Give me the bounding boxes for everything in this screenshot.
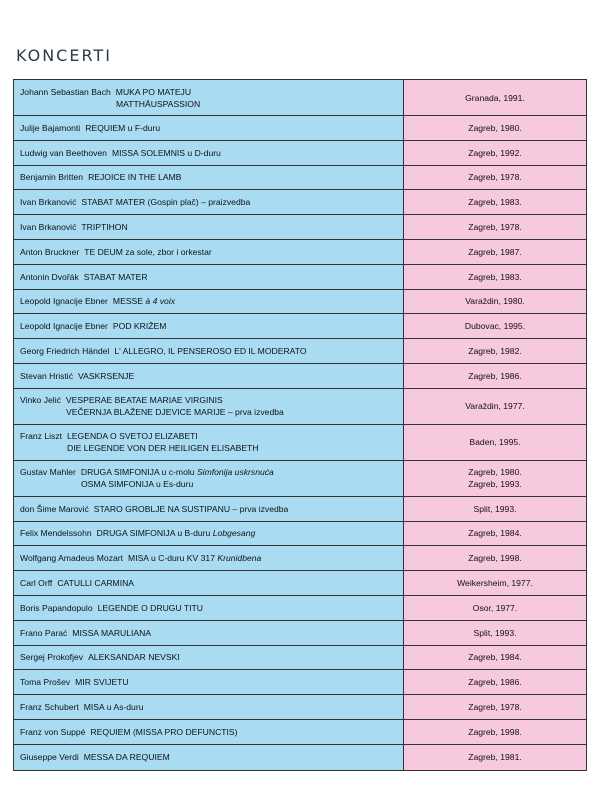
work-title: REQUIEM u F-duru [85,122,161,133]
work-title: MESSA DA REQUIEM [83,752,170,763]
place-year-cell [404,720,586,744]
place-year: Zagreb, 1983. [468,197,522,208]
page-title: KONCERTI [16,46,112,65]
table-row [14,695,586,720]
composer-name: Toma Prošev [20,677,71,688]
work-title: MUKA PO MATEJU [115,86,192,97]
place-year-cell [404,389,586,424]
work-title-line2: MATTHÄUSPASSION [116,98,201,109]
composer-name: Antonin Dvořák [20,271,79,282]
table-row [14,670,586,695]
composer-name: Gustav Mahler [20,467,76,478]
table-row [14,745,586,770]
work-title: MISSA MARULIANA [72,627,152,638]
table-row [14,596,586,621]
work-title: MISA u C-duru KV 317 [128,553,215,564]
work-title: DRUGA SIMFONIJA u c-molu [80,467,195,478]
place-year: Zagreb, 1987. [468,246,522,257]
place-year: Zagreb, 1978. [468,702,522,713]
place-year-cell [404,339,586,363]
place-year-cell [404,215,586,239]
composer-work-cell [14,80,404,115]
place-year-cell [404,116,586,140]
place-year-cell [404,571,586,595]
place-year: Zagreb, 1978. [468,172,522,183]
place-year-cell [404,364,586,388]
table-row [14,461,586,497]
composer-name: Boris Papandopulo [20,602,93,613]
work-title: REJOICE IN THE LAMB [88,172,182,183]
table-row [14,190,586,215]
composer-name: Vinko Jelić [20,395,61,406]
composer-work-cell [14,215,404,239]
composer-name: Ivan Brkanović [20,222,77,233]
work-title: STABAT MATER (Gospin plač) – praizvedba [81,197,251,208]
composer-work-cell [14,670,404,694]
composer-work-cell [14,240,404,264]
work-title: MESSE [112,296,144,307]
work-title-line2: OSMA SIMFONIJA u Es-duru [81,479,194,490]
composer-work-cell [14,745,404,770]
place-year: Zagreb, 1998. [468,553,522,564]
work-subtitle: Krunidbena [217,553,262,564]
work-title: LEGENDE O DRUGU TITU [97,602,203,613]
composer-work-cell [14,190,404,214]
place-year-cell [404,290,586,314]
composer-work-cell [14,621,404,645]
place-year: Weikersheim, 1977. [457,578,533,589]
composer-work-cell [14,290,404,314]
table-row [14,339,586,364]
place-year: Split, 1993. [473,503,517,514]
place-year-cell [404,265,586,289]
table-row [14,166,586,191]
work-title: STABAT MATER [83,271,148,282]
composer-work-cell [14,314,404,338]
place-year: Zagreb, 1986. [468,677,522,688]
place-year-cell [404,497,586,521]
place-year: Baden, 1995. [469,437,521,448]
place-year-cell [404,745,586,770]
composer-name: Benjamin Britten [20,172,84,183]
table-row [14,497,586,522]
place-year-cell [404,646,586,670]
composer-name: Leopold Ignacije Ebner [20,296,108,307]
place-year-cell [404,314,586,338]
place-year: Zagreb, 1980. [468,122,522,133]
place-year: Split, 1993. [473,627,517,638]
concert-table [13,79,587,771]
composer-name: Sergej Prokofjev [20,652,84,663]
composer-name: Frano Parać [20,627,68,638]
place-year-cell [404,621,586,645]
place-year-cell [404,240,586,264]
composer-name: Giuseppe Verdi [20,752,79,763]
composer-name: Franz von Suppé [20,726,86,737]
composer-work-cell [14,425,404,460]
composer-name: Felix Mendelssohn [20,528,92,539]
place-year-cell [404,522,586,546]
composer-name: Georg Friedrich Händel [20,346,110,357]
work-title: TE DEUM za sole, zbor i orkestar [84,246,212,257]
work-title: REQUIEM (MISSA PRO DEFUNCTIS) [90,726,238,737]
place-year: Zagreb, 1984. [468,528,522,539]
table-row [14,290,586,315]
work-title: ALEKSANDAR NEVSKI [88,652,180,663]
table-row [14,141,586,166]
work-title: CATULLI CARMINA [57,578,135,589]
work-title: MIR SVIJETU [75,677,129,688]
place-year-cell [404,190,586,214]
composer-work-cell [14,596,404,620]
work-title: MISA u As-duru [83,702,144,713]
place-year: Zagreb, 1984. [468,652,522,663]
table-row [14,116,586,141]
place-year: Zagreb, 1980. [468,467,522,478]
work-title: VASKRSENJE [78,370,135,381]
work-title: POD KRIŽEM [112,321,167,332]
composer-name: Franz Schubert [20,702,79,713]
place-year: Zagreb, 1982. [468,346,522,357]
composer-work-cell [14,389,404,424]
place-year: Granada, 1991. [465,92,525,103]
work-subtitle: à 4 voix [145,296,176,307]
table-row [14,621,586,646]
composer-work-cell [14,646,404,670]
composer-name: Anton Bruckner [20,246,80,257]
table-row [14,80,586,116]
place-year: Varaždin, 1977. [465,401,525,412]
place-year: Zagreb, 1983. [468,271,522,282]
composer-work-cell [14,571,404,595]
table-row [14,265,586,290]
composer-work-cell [14,720,404,744]
place-year-2: Zagreb, 1993. [468,479,522,490]
composer-name: Leopold Ignacije Ebner [20,321,108,332]
place-year: Varaždin, 1980. [465,296,525,307]
composer-work-cell [14,497,404,521]
composer-work-cell [14,522,404,546]
place-year: Zagreb, 1978. [468,222,522,233]
table-row [14,522,586,547]
table-row [14,546,586,571]
composer-name: Stevan Hristić [20,370,74,381]
place-year: Dubovac, 1995. [464,321,526,332]
table-row [14,425,586,461]
place-year-cell [404,141,586,165]
work-title: DRUGA SIMFONIJA u B-duru [96,528,211,539]
composer-name: Ivan Brkanović [20,197,77,208]
place-year: Osor, 1977. [472,602,518,613]
work-title: LEGENDA O SVETOJ ELIZABETI [67,431,198,442]
table-row [14,389,586,425]
place-year-cell [404,461,586,496]
place-year: Zagreb, 1998. [468,726,522,737]
place-year-cell [404,670,586,694]
work-subtitle: Lobgesang [212,528,256,539]
composer-work-cell [14,265,404,289]
place-year-cell [404,80,586,115]
composer-name: Julije Bajamonti [20,122,81,133]
work-title-line2: VEČERNJA BLAŽENE DJEVICE MARIJE – prva izvedba [66,407,284,418]
place-year-cell [404,546,586,570]
place-year: Zagreb, 1981. [468,752,522,763]
composer-name: don Šime Marović [20,503,89,514]
composer-name: Johann Sebastian Bach [20,86,111,97]
composer-name: Ludwig van Beethoven [20,147,107,158]
table-row [14,240,586,265]
composer-work-cell [14,141,404,165]
table-row [14,646,586,671]
table-row [14,571,586,596]
place-year-cell [404,425,586,460]
composer-work-cell [14,116,404,140]
work-title: L' ALLEGRO, IL PENSEROSO ED IL MODERATO [114,346,307,357]
composer-work-cell [14,339,404,363]
composer-work-cell [14,364,404,388]
composer-work-cell [14,546,404,570]
composer-name: Franz Liszt [20,431,63,442]
work-subtitle: Simfonija uskrsnuća [196,467,274,478]
place-year-cell [404,596,586,620]
composer-name: Carl Orff [20,578,53,589]
work-title: TRIPTIHON [81,222,128,233]
work-title: MISSA SOLEMNIS u D-duru [111,147,221,158]
table-row [14,215,586,240]
work-title-line2: DIE LEGENDE VON DER HEILIGEN ELISABETH [67,443,259,454]
work-title: VESPERAE BEATAE MARIAE VIRGINIS [65,395,223,406]
work-title: STARO GROBLJE NA SUSTIPANU – prva izvedba [93,503,289,514]
place-year-cell [404,166,586,190]
composer-work-cell [14,695,404,719]
composer-work-cell [14,461,404,496]
table-row [14,314,586,339]
table-row [14,720,586,745]
place-year: Zagreb, 1986. [468,370,522,381]
place-year: Zagreb, 1992. [468,147,522,158]
composer-work-cell [14,166,404,190]
place-year-cell [404,695,586,719]
table-row [14,364,586,389]
composer-name: Wolfgang Amadeus Mozart [20,553,124,564]
